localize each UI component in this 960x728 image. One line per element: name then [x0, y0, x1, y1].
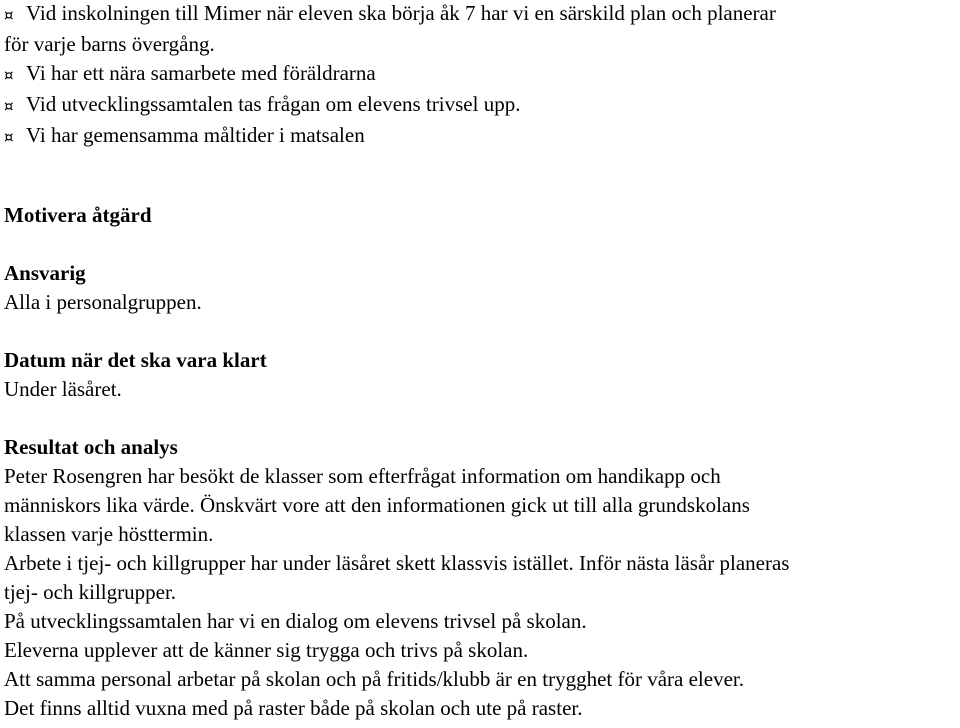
bullet-text: Vi har gemensamma måltider i matsalen [26, 123, 365, 147]
bullet-text: för varje barns övergång. [4, 32, 215, 56]
bullet-item [4, 121, 776, 152]
resultat-line: Att samma personal arbetar på skolan och på fritids/klubb är en trygghet för våra elever. [4, 667, 744, 691]
resultat-body [4, 462, 789, 723]
bullet-list [4, 0, 776, 152]
bullet-item [4, 0, 776, 30]
bullet-continuation [4, 30, 776, 59]
resultat-heading: Resultat och analys [4, 435, 178, 459]
resultat-line: klassen varje hösttermin. [4, 522, 214, 546]
bullet-marker-icon: ¤ [4, 66, 14, 84]
bullet-item [4, 90, 776, 121]
motivera-heading: Motivera åtgärd [4, 203, 152, 227]
bullet-item [4, 59, 776, 90]
resultat-line: tjej- och killgrupper. [4, 580, 177, 604]
bullet-marker-icon: ¤ [4, 6, 14, 24]
resultat-line: Det finns alltid vuxna med på raster både på skolan och ute på raster. [4, 696, 583, 720]
bullet-marker-icon: ¤ [4, 128, 14, 146]
ansvarig-text: Alla i personalgruppen. [4, 290, 202, 314]
resultat-line: Eleverna upplever att de känner sig trygga och trivs på skolan. [4, 638, 529, 662]
ansvarig-heading: Ansvarig [4, 261, 86, 285]
resultat-line: Arbete i tjej- och killgrupper har under läsåret skett klassvis istället. Inför nästa läsår planeras [4, 551, 790, 575]
bullet-text: Vi har ett nära samarbete med föräldrarna [26, 61, 376, 85]
bullet-text: Vid inskolningen till Mimer när eleven ska börja åk 7 har vi en särskild plan och planerar [26, 1, 776, 25]
bullet-text: Vid utvecklingssamtalen tas frågan om elevens trivsel upp. [26, 92, 521, 116]
datum-heading: Datum när det ska vara klart [4, 348, 267, 372]
datum-text: Under läsåret. [4, 377, 122, 401]
resultat-line: Peter Rosengren har besökt de klasser som efterfrågat information om handikapp och [4, 464, 721, 488]
resultat-line: På utvecklingssamtalen har vi en dialog om elevens trivsel på skolan. [4, 609, 587, 633]
bullet-marker-icon: ¤ [4, 97, 14, 115]
resultat-line: människors lika värde. Önskvärt vore att den informationen gick ut till alla grundskolans [4, 493, 750, 517]
